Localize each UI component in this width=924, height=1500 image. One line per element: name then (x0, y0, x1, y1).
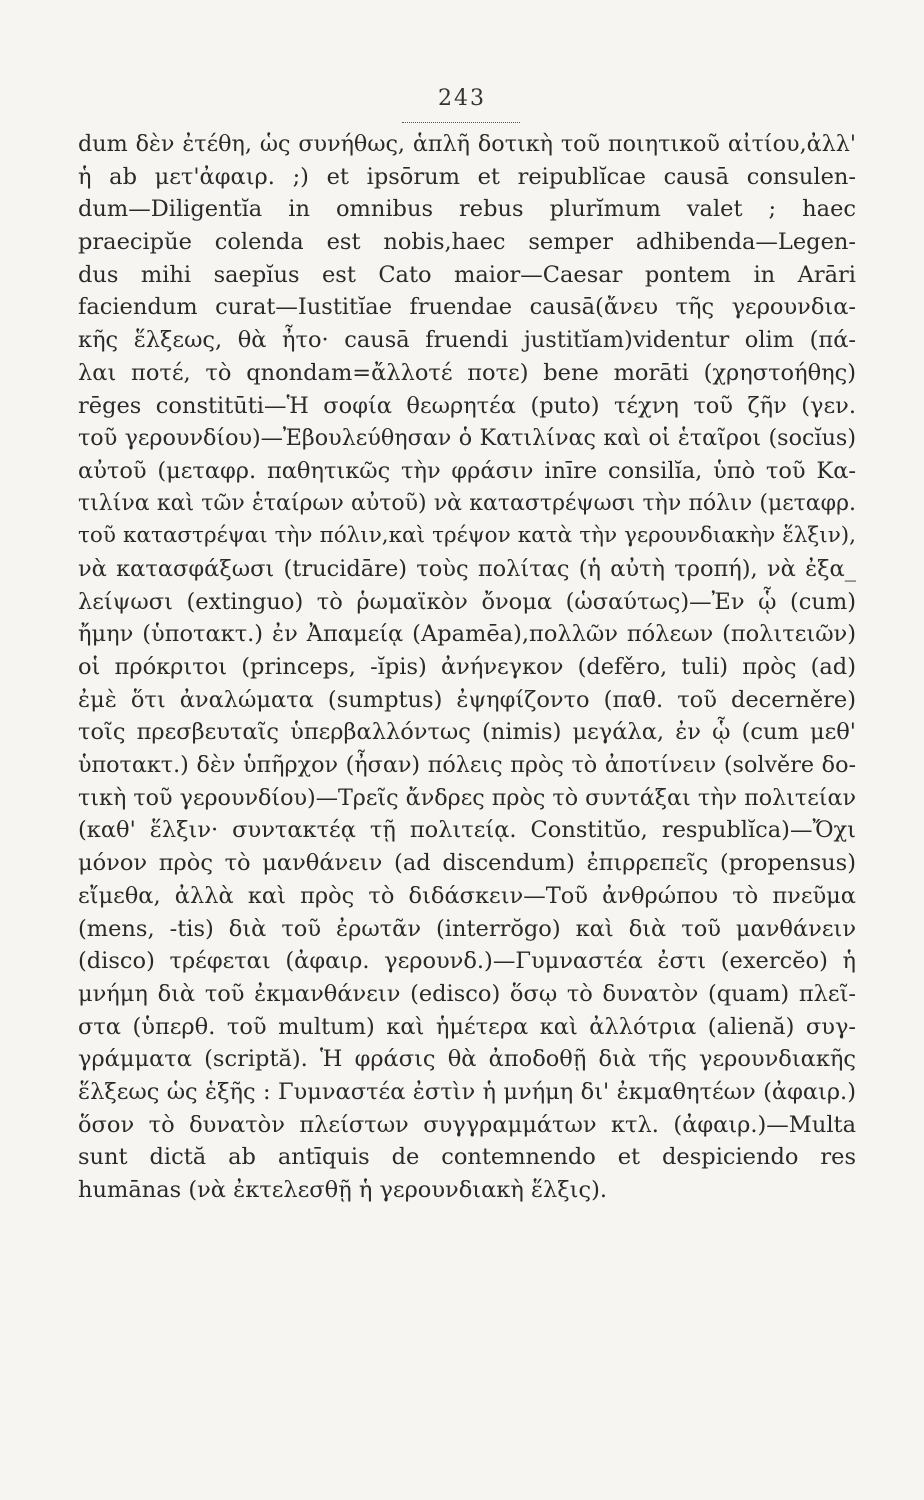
text-line: rēges constitūti—Ἡ σοφία θεωρητέα (puto) τέχνη τοῦ ζῆν (γεν. (78, 392, 856, 419)
text-line: τοῖς πρεσβευταῖς ὑπερβαλλόντως (nimis) μεγάλα, ἐν ᾧ (cum μεθ' (78, 719, 856, 746)
text-line: μόνον πρὸς τὸ μανθάνειν (ad discendum) ἐπιρρεπεῖς (propensus) (78, 850, 856, 877)
text-line: ὅσον τὸ δυνατὸν πλείστων συγγραμμάτων κτλ. (ἀφαιρ.)—Multa (78, 1111, 856, 1138)
text-line: ἕλξεως ὡς ἑξῆς : Γυμναστέα ἐστὶν ἡ μνήμη δι' ἐκμαθητέων (ἀφαιρ.) (78, 1078, 856, 1105)
text-line: praecipŭe colenda est nobis,haec semper adhibenda—Legen- (78, 229, 856, 256)
text-line: ἡ ab μετ'ἀφαιρ. ;) et ipsōrum et reipublĭcae causā consulen- (78, 163, 856, 190)
text-line: οἱ πρόκριτοι (princeps, -ĭpis) ἀνήνεγκον (defěro, tuli) πρὸς (ad) (78, 654, 856, 680)
text-line: (mens, -tis) διὰ τοῦ ἐρωτᾶν (interrŏgo) καὶ διὰ τοῦ μανθάνειν (78, 915, 856, 942)
text-line: (καθ' ἕλξιν· συντακτέᾳ τῇ πολιτείᾳ. Constitŭo, respublĭca)—Ὄχι (78, 817, 856, 844)
text-line: νὰ κατασφάξωσι (trucidāre) τοὺς πολίτας (ἡ αὐτὴ τροπή), νὰ ἐξα_ (78, 555, 856, 582)
text-line: (disco) τρέφεται (ἀφαιρ. γερουνδ.)—Γυμναστέα ἐστι (exercĕo) ἡ (78, 948, 856, 975)
text-line: τοῦ γερουνδίου)—Ἐβουλεύθησαν ὁ Κατιλίνας καὶ οἱ ἑταῖροι (socĭus) (78, 425, 856, 452)
text-line: faciendum curat—Iustitĭae fruendae causā(ἄνευ τῆς γερουνδια- (78, 294, 856, 321)
text-line: αὐτοῦ (μεταφρ. παθητικῶς τὴν φράσιν inīre consilĭa, ὑπὸ τοῦ Κα- (78, 457, 856, 484)
text-line: τικὴ τοῦ γερουνδίου)—Τρεῖς ἄνδρες πρὸς τὸ συντάξαι τὴν πολιτείαν (78, 784, 856, 811)
text-line: λείψωσι (extinguo) τὸ ῥωμαϊκὸν ὄνομα (ὡσαύτως)—Ἐν ᾧ (cum) (78, 588, 856, 615)
text-line: ὑποτακτ.) δὲν ὑπῆρχον (ἦσαν) πόλεις πρὸς τὸ ἀποτίνειν (solvěre δο- (78, 752, 856, 779)
text-line: λαι ποτέ, τὸ qnondam=ἄλλοτέ ποτε) bene morāti (χρηστοήθης) (78, 359, 856, 386)
text-line: ἤμην (ὑποτακτ.) ἐν Ἀπαμείᾳ (Apamēa),πολλῶν πόλεων (πολιτειῶν) (78, 621, 856, 648)
text-line: τιλίνα καὶ τῶν ἑταίρων αὐτοῦ) νὰ καταστρέψωσι τὴν πόλιν (μεταφρ. (78, 490, 856, 516)
body-text (78, 128, 856, 1207)
text-line: στα (ὑπερθ. τοῦ multum) καὶ ἡμέτερα καὶ ἀλλότρια (alienă) συγ- (78, 1013, 856, 1040)
page-number: 243 (438, 86, 486, 111)
text-line: γράμματα (scriptă). Ἡ φράσις θὰ ἀποδοθῇ διὰ τῆς γερουνδιακῆς (78, 1046, 856, 1073)
text-line: τοῦ καταστρέψαι τὴν πόλιν,καὶ τρέψον κατὰ τὴν γερουνδιακὴν ἕλξιν), (78, 523, 856, 549)
text-line: κῆς ἕλξεως, θὰ ἦτο· causā fruendi justitĭam)videntur olim (πά- (78, 327, 856, 354)
header-rule (402, 122, 520, 123)
text-line: dum δὲν ἐτέθη, ὡς συνήθως, ἁπλῆ δοτικὴ τοῦ ποιητικοῦ αἰτίου,ἀλλ' (78, 131, 856, 157)
text-line: dus mihi saepĭus est Cato maior—Caesar pontem in Arāri (78, 261, 856, 288)
text-line: humānas (νὰ ἐκτελεσθῇ ἡ γερουνδιακὴ ἕλξις). (78, 1177, 608, 1203)
text-line: dum—Diligentĭa in omnibus rebus plurĭmum valet ; haec (78, 196, 856, 223)
text-line: μνήμη διὰ τοῦ ἐκμανθάνειν (edisco) ὅσῳ τὸ δυνατὸν (quam) πλεῖ- (78, 980, 856, 1007)
text-line: εἴμεθα, ἀλλὰ καὶ πρὸς τὸ διδάσκειν—Τοῦ ἀνθρώπου τὸ πνεῦμα (78, 882, 856, 909)
text-line: sunt dictă ab antīquis de contemnendo et despiciendo res (78, 1144, 856, 1171)
text-line: ἐμὲ ὅτι ἀναλώματα (sumptus) ἐψηφίζοντο (παθ. τοῦ decerněre) (78, 686, 856, 713)
